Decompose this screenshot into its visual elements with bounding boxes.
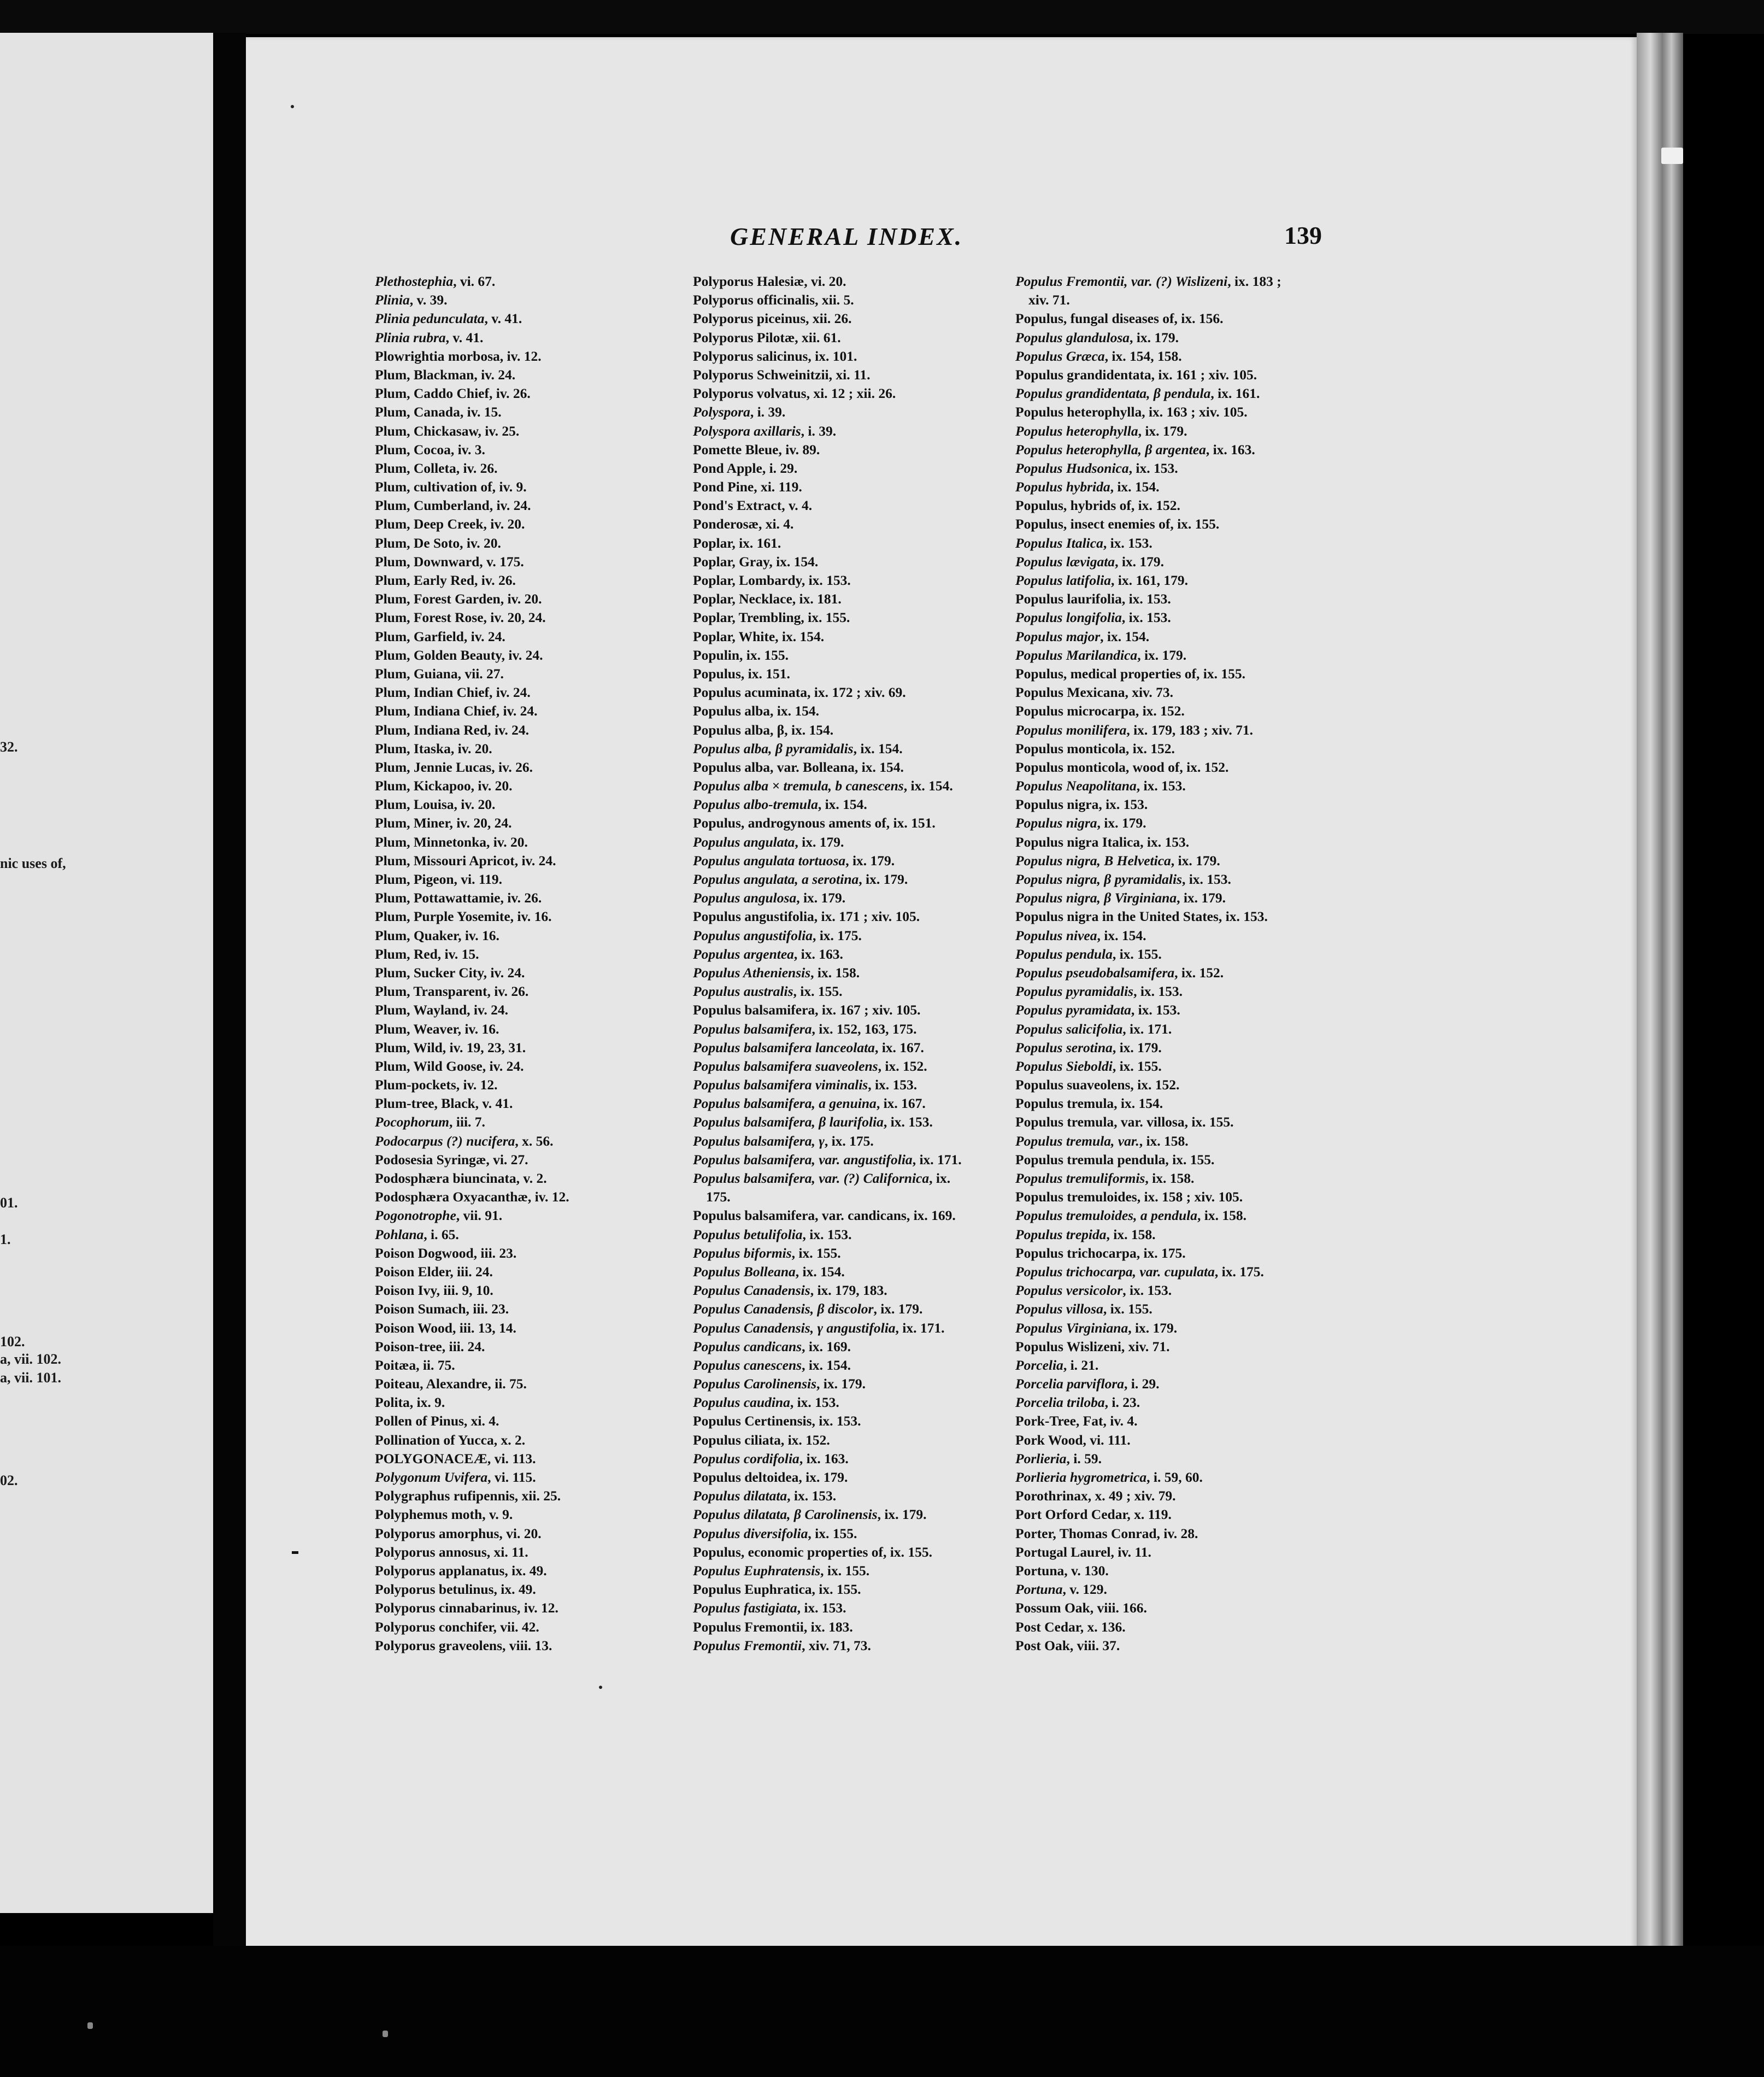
page-number: 139 xyxy=(1284,221,1322,249)
previous-page-text: a, vii. 102. xyxy=(0,1351,61,1367)
index-entry: Populus major, ix. 154. xyxy=(1015,628,1150,644)
scan-speck xyxy=(1661,148,1683,164)
index-entry: Populus alba, β pyramidalis, ix. 154. xyxy=(693,740,903,756)
previous-page-text: a, vii. 101. xyxy=(0,1370,61,1386)
index-entry: Plum, Pigeon, vi. 119. xyxy=(375,871,503,887)
index-entry: Populus balsamifera, γ, ix. 175. xyxy=(693,1133,874,1149)
index-entry: Polygraphus rufipennis, xii. 25. xyxy=(375,1488,561,1504)
index-entry: Plum, Chickasaw, iv. 25. xyxy=(375,423,520,439)
index-entry: Pond Apple, i. 29. xyxy=(693,460,798,476)
index-entry: Populus deltoidea, ix. 179. xyxy=(693,1469,848,1485)
index-entry: Populus heterophylla, ix. 179. xyxy=(1015,423,1187,439)
index-entry: Populus caudina, ix. 153. xyxy=(693,1394,839,1411)
index-entry: Populus hybrida, ix. 154. xyxy=(1015,479,1160,495)
index-entry: Populus candicans, ix. 169. xyxy=(693,1338,851,1354)
index-entry: Polyporus applanatus, ix. 49. xyxy=(375,1562,547,1579)
index-entry: Plum, Cumberland, iv. 24. xyxy=(375,497,531,514)
index-entry: Podosphæra biuncinata, v. 2. xyxy=(375,1170,547,1186)
index-entry: Podocarpus (?) nucifera, x. 56. xyxy=(375,1133,554,1149)
index-entry: Plum, Indiana Red, iv. 24. xyxy=(375,721,529,738)
index-entry: Polyporus Halesiæ, vi. 20. xyxy=(693,273,846,289)
index-entry: Polyporus salicinus, ix. 101. xyxy=(693,348,857,364)
index-entry: Populus grandidentata, β pendula, ix. 161. xyxy=(1015,385,1260,402)
index-entry: Polyporus cinnabarinus, iv. 12. xyxy=(375,1600,558,1616)
index-entry: Poplar, Lombardy, ix. 153. xyxy=(693,572,851,588)
index-entry: Poison Ivy, iii. 9, 10. xyxy=(375,1282,493,1299)
index-entry: Populus Marilandica, ix. 179. xyxy=(1015,647,1187,663)
index-entry: Plum, Deep Creek, iv. 20. xyxy=(375,516,525,532)
index-entry: Post Oak, viii. 37. xyxy=(1015,1637,1120,1653)
index-entry: Plum, De Soto, iv. 20. xyxy=(375,535,501,551)
index-entry: Porlieria hygrometrica, i. 59, 60. xyxy=(1015,1469,1203,1485)
index-entry: Populus alba, β, ix. 154. xyxy=(693,721,834,738)
index-entry: Polyporus Schweinitzii, xi. 11. xyxy=(693,366,871,383)
index-entry: Plum, Kickapoo, iv. 20. xyxy=(375,778,513,794)
index-entry: Populus Italica, ix. 153. xyxy=(1015,535,1153,551)
index-entry: Plum, Weaver, iv. 16. xyxy=(375,1020,499,1037)
index-entry: Populus dilatata, ix. 153. xyxy=(693,1488,837,1504)
scan-top-margin xyxy=(0,0,1764,34)
index-entry: Populus Euphratica, ix. 155. xyxy=(693,1581,861,1598)
index-entry: Populus monticola, wood of, ix. 152. xyxy=(1015,759,1229,775)
index-entry: Plum, Cocoa, iv. 3. xyxy=(375,441,485,457)
index-entry: Populus tremuloides, a pendula, ix. 158. xyxy=(1015,1207,1246,1224)
index-entry: Plum, Minnetonka, iv. 20. xyxy=(375,834,528,850)
index-entry: Populus ciliata, ix. 152. xyxy=(693,1431,830,1448)
index-entry: Populus monilifera, ix. 179, 183 ; xiv. 71. xyxy=(1015,721,1253,738)
index-entry: Port Orford Cedar, x. 119. xyxy=(1015,1506,1172,1523)
index-entry: Populus tremuloides, ix. 158 ; xiv. 105. xyxy=(1015,1189,1243,1205)
scan-speck xyxy=(599,1686,602,1689)
index-entry: Populus Neapolitana, ix. 153. xyxy=(1015,778,1186,794)
index-entry: Plowrightia morbosa, iv. 12. xyxy=(375,348,542,364)
index-entry: Polyporus betulinus, ix. 49. xyxy=(375,1581,536,1598)
index-entry: Plum, Itaska, iv. 20. xyxy=(375,740,492,756)
index-entry: xiv. 71. xyxy=(1028,292,1070,308)
index-entry: Polita, ix. 9. xyxy=(375,1394,445,1411)
index-entry: Populus, medical properties of, ix. 155. xyxy=(1015,665,1245,682)
index-entry: Plum, Louisa, iv. 20. xyxy=(375,796,496,813)
previous-page-text: 01. xyxy=(0,1195,18,1211)
index-entry: Populus Canadensis, β discolor, ix. 179. xyxy=(693,1301,923,1317)
index-entry: Populus pendula, ix. 155. xyxy=(1015,946,1162,962)
index-entry: Plum, Forest Garden, iv. 20. xyxy=(375,591,542,607)
index-entry: Populus laurifolia, ix. 153. xyxy=(1015,591,1171,607)
index-entry: Populus Græca, ix. 154, 158. xyxy=(1015,348,1182,364)
index-entry: Populus alba, var. Bolleana, ix. 154. xyxy=(693,759,904,775)
index-entry: Populus tremula, ix. 154. xyxy=(1015,1095,1163,1112)
previous-page-text: 102. xyxy=(0,1334,25,1350)
index-entry: Populus australis, ix. 155. xyxy=(693,983,843,1000)
index-entry: Plum, Wild, iv. 19, 23, 31. xyxy=(375,1039,526,1055)
index-entry: Populus balsamifera, a genuina, ix. 167. xyxy=(693,1095,926,1112)
index-entry: Plum-pockets, iv. 12. xyxy=(375,1077,498,1093)
index-entry: Populus Bolleana, ix. 154. xyxy=(693,1263,845,1280)
index-entry: Poplar, ix. 161. xyxy=(693,535,781,551)
index-entry: Pomette Bleue, iv. 89. xyxy=(693,441,820,457)
index-entry: Pohlana, i. 65. xyxy=(375,1226,459,1242)
index-entry: Populus monticola, ix. 152. xyxy=(1015,740,1175,756)
index-entry: Populus balsamifera, var. (?) Californica, ix. xyxy=(693,1170,951,1186)
previous-page-text: 32. xyxy=(0,739,18,755)
index-entry: Populus, hybrids of, ix. 152. xyxy=(1015,497,1180,514)
index-entry: Populus latifolia, ix. 161, 179. xyxy=(1015,572,1188,588)
index-entry: Populus tremula pendula, ix. 155. xyxy=(1015,1151,1215,1167)
index-entry: Plum, Caddo Chief, iv. 26. xyxy=(375,385,531,402)
index-entry: Populus trepida, ix. 158. xyxy=(1015,1226,1156,1242)
index-entry: Portugal Laurel, iv. 11. xyxy=(1015,1544,1151,1560)
index-entry: Ponderosæ, xi. 4. xyxy=(693,516,794,532)
index-entry: Plum, Wayland, iv. 24. xyxy=(375,1002,508,1018)
index-entry: Populus Fremontii, ix. 183. xyxy=(693,1618,853,1635)
index-entry: Plum, Indian Chief, iv. 24. xyxy=(375,684,531,701)
index-entry: Plum, Quaker, iv. 16. xyxy=(375,927,499,943)
index-column-1 xyxy=(375,272,692,1655)
index-entry: Populus tremuliformis, ix. 158. xyxy=(1015,1170,1195,1186)
index-entry: Populus Virginiana, ix. 179. xyxy=(1015,1319,1178,1336)
index-entry: Populus cordifolia, ix. 163. xyxy=(693,1450,849,1466)
index-entry: Plum, Indiana Chief, iv. 24. xyxy=(375,703,538,719)
index-entry: Poplar, Gray, ix. 154. xyxy=(693,553,819,570)
index-entry: Plum, Missouri Apricot, iv. 24. xyxy=(375,852,556,869)
index-entry: Populus balsamifera lanceolata, ix. 167. xyxy=(693,1039,924,1055)
index-entry: Plum, Purple Yosemite, iv. 16. xyxy=(375,908,552,925)
index-entry: Populus longifolia, ix. 153. xyxy=(1015,609,1171,626)
index-entry: Plum, Golden Beauty, iv. 24. xyxy=(375,647,543,663)
index-entry: Plum, Pottawattamie, iv. 26. xyxy=(375,890,542,906)
index-entry: Polyporus piceinus, xii. 26. xyxy=(693,310,852,327)
index-entry: Plinia pedunculata, v. 41. xyxy=(375,310,522,327)
index-entry: Populus alba, ix. 154. xyxy=(693,703,819,719)
index-entry: Polyporus officinalis, xii. 5. xyxy=(693,292,854,308)
index-entry: Plethostephia, vi. 67. xyxy=(375,273,496,289)
index-entry: Populus fastigiata, ix. 153. xyxy=(693,1600,846,1616)
index-entry: Plum, Canada, iv. 15. xyxy=(375,404,502,420)
index-entry: Populus angulata tortuosa, ix. 179. xyxy=(693,852,895,869)
index-entry: Plinia, v. 39. xyxy=(375,292,448,308)
index-entry: Populus trichocarpa, var. cupulata, ix. 175. xyxy=(1015,1263,1264,1280)
index-entry: Poison Dogwood, iii. 23. xyxy=(375,1245,517,1261)
previous-page-fragment xyxy=(0,33,213,1913)
index-entry: Porothrinax, x. 49 ; xiv. 79. xyxy=(1015,1488,1176,1504)
index-entry: Poplar, White, ix. 154. xyxy=(693,628,825,644)
index-entry: Populus Certinensis, ix. 153. xyxy=(693,1413,861,1429)
index-entry: Populus balsamifera, ix. 167 ; xiv. 105. xyxy=(693,1002,921,1018)
index-entry: Poiteau, Alexandre, ii. 75. xyxy=(375,1376,527,1392)
index-entry: Populus argentea, ix. 163. xyxy=(693,946,843,962)
index-entry: Poitæa, ii. 75. xyxy=(375,1357,455,1373)
index-entry: Podosesia Syringæ, vi. 27. xyxy=(375,1151,528,1167)
index-entry: Populus diversifolia, ix. 155. xyxy=(693,1525,857,1541)
previous-page-text: nic uses of, xyxy=(0,855,66,871)
index-entry: Populus balsamifera suaveolens, ix. 152. xyxy=(693,1058,927,1074)
scan-bottom-margin xyxy=(0,1946,1764,2077)
index-entry: Populus balsamifera viminalis, ix. 153. xyxy=(693,1077,918,1093)
index-entry: Populus balsamifera, ix. 152, 163, 175. xyxy=(693,1020,917,1037)
index-entry: Polyporus annosus, xi. 11. xyxy=(375,1544,528,1560)
index-entry: Plum, Red, iv. 15. xyxy=(375,946,479,962)
index-entry: Polyporus Pilotæ, xii. 61. xyxy=(693,329,841,345)
index-entry: Populus heterophylla, ix. 163 ; xiv. 105. xyxy=(1015,404,1248,420)
index-entry: Plum, cultivation of, iv. 9. xyxy=(375,479,527,495)
index-entry: Plum, Miner, iv. 20, 24. xyxy=(375,815,512,831)
index-entry: Populus dilatata, β Carolinensis, ix. 179. xyxy=(693,1506,927,1523)
index-column-2 xyxy=(693,272,1010,1655)
page-edge-stack xyxy=(1637,33,1683,1968)
index-entry: Plum, Downward, v. 175. xyxy=(375,553,524,570)
index-entry: Populus tremula, var., ix. 158. xyxy=(1015,1133,1189,1149)
book-gutter xyxy=(213,33,246,1946)
index-entry: Populus Euphratensis, ix. 155. xyxy=(693,1562,870,1579)
index-entry: Populin, ix. 155. xyxy=(693,647,789,663)
index-entry: Poplar, Trembling, ix. 155. xyxy=(693,609,850,626)
scan-speck xyxy=(87,2022,93,2029)
index-entry: Poison-tree, iii. 24. xyxy=(375,1338,485,1354)
index-entry: Populus nigra, ix. 179. xyxy=(1015,815,1146,831)
index-entry: Porcelia, i. 21. xyxy=(1015,1357,1099,1373)
index-entry: Porcelia parviflora, i. 29. xyxy=(1015,1376,1160,1392)
index-entry: Populus tremula, var. villosa, ix. 155. xyxy=(1015,1114,1234,1130)
scan-speck xyxy=(292,1551,298,1554)
index-entry: Populus nigra, β Virginiana, ix. 179. xyxy=(1015,890,1226,906)
index-entry: Polyspora axillaris, i. 39. xyxy=(693,423,837,439)
index-entry: Populus Carolinensis, ix. 179. xyxy=(693,1376,866,1392)
index-entry: Plum, Sucker City, iv. 24. xyxy=(375,964,525,981)
index-entry: Polyporus volvatus, xi. 12 ; xii. 26. xyxy=(693,385,896,402)
index-entry: Pork-Tree, Fat, iv. 4. xyxy=(1015,1413,1138,1429)
index-entry: Poplar, Necklace, ix. 181. xyxy=(693,591,842,607)
index-entry: Pond Pine, xi. 119. xyxy=(693,479,802,495)
index-entry: Populus pseudobalsamifera, ix. 152. xyxy=(1015,964,1224,981)
index-entry: Poison Sumach, iii. 23. xyxy=(375,1301,509,1317)
index-entry: Populus Hudsonica, ix. 153. xyxy=(1015,460,1178,476)
index-entry: Possum Oak, viii. 166. xyxy=(1015,1600,1147,1616)
index-entry: Porter, Thomas Conrad, iv. 28. xyxy=(1015,1525,1198,1541)
index-entry: Pocophorum, iii. 7. xyxy=(375,1114,485,1130)
scan-speck xyxy=(291,105,294,108)
index-entry: Porlieria, i. 59. xyxy=(1015,1450,1102,1466)
index-entry: Polyporus conchifer, vii. 42. xyxy=(375,1618,539,1635)
index-entry: Populus salicifolia, ix. 171. xyxy=(1015,1020,1172,1037)
index-entry: Populus Sieboldi, ix. 155. xyxy=(1015,1058,1162,1074)
index-entry: Pork Wood, vi. 111. xyxy=(1015,1431,1131,1448)
index-entry: Populus Wislizeni, xiv. 71. xyxy=(1015,1338,1170,1354)
index-entry: Populus nigra in the United States, ix. 153. xyxy=(1015,908,1268,925)
index-entry: Populus angulata, ix. 179. xyxy=(693,834,844,850)
index-entry: Populus grandidentata, ix. 161 ; xiv. 105. xyxy=(1015,366,1257,383)
index-entry: Populus nivea, ix. 154. xyxy=(1015,927,1146,943)
index-entry: Plum, Colleta, iv. 26. xyxy=(375,460,498,476)
index-entry: Populus balsamifera, var. candicans, ix. 169. xyxy=(693,1207,956,1224)
index-entry: Populus lævigata, ix. 179. xyxy=(1015,553,1165,570)
index-entry: Poison Wood, iii. 13, 14. xyxy=(375,1319,516,1336)
index-entry: Porcelia triloba, i. 23. xyxy=(1015,1394,1140,1411)
index-entry: Populus Fremontii, xiv. 71, 73. xyxy=(693,1637,871,1653)
index-entry: Populus suaveolens, ix. 152. xyxy=(1015,1077,1180,1093)
index-entry: Populus angulosa, ix. 179. xyxy=(693,890,846,906)
index-entry: Plum, Jennie Lucas, iv. 26. xyxy=(375,759,533,775)
index-entry: Polygonum Uvifera, vi. 115. xyxy=(375,1469,536,1485)
index-entry: Populus Canadensis, γ angustifolia, ix. 171. xyxy=(693,1319,945,1336)
index-entry: Podosphæra Oxyacanthæ, iv. 12. xyxy=(375,1189,569,1205)
index-entry: Post Cedar, x. 136. xyxy=(1015,1618,1126,1635)
index-entry: Populus, ix. 151. xyxy=(693,665,790,682)
index-entry: Populus Fremontii, var. (?) Wislizeni, ix. 183 ; xyxy=(1015,273,1281,289)
index-entry: Populus acuminata, ix. 172 ; xiv. 69. xyxy=(693,684,906,701)
index-entry: Populus betulifolia, ix. 153. xyxy=(693,1226,852,1242)
previous-page-text: 1. xyxy=(0,1231,11,1247)
index-entry: Plum, Guiana, vii. 27. xyxy=(375,665,504,682)
index-entry: Polyporus graveolens, viii. 13. xyxy=(375,1637,552,1653)
index-entry: Populus pyramidata, ix. 153. xyxy=(1015,1002,1180,1018)
index-entry: Portuna, v. 129. xyxy=(1015,1581,1107,1598)
index-entry: Populus heterophylla, β argentea, ix. 163. xyxy=(1015,441,1255,457)
previous-page-text: 02. xyxy=(0,1472,18,1488)
index-entry: Populus angulata, a serotina, ix. 179. xyxy=(693,871,908,887)
index-entry: Plum, Early Red, iv. 26. xyxy=(375,572,516,588)
index-entry: Populus nigra Italica, ix. 153. xyxy=(1015,834,1190,850)
index-entry: Populus canescens, ix. 154. xyxy=(693,1357,851,1373)
index-entry: Pollen of Pinus, xi. 4. xyxy=(375,1413,499,1429)
index-entry: POLYGONACEÆ, vi. 113. xyxy=(375,1450,536,1466)
index-entry: Plum, Garfield, iv. 24. xyxy=(375,628,505,644)
index-entry: Populus glandulosa, ix. 179. xyxy=(1015,329,1179,345)
index-entry: Populus albo-tremula, ix. 154. xyxy=(693,796,867,813)
index-entry: Populus villosa, ix. 155. xyxy=(1015,1301,1153,1317)
index-entry: Polyspora, i. 39. xyxy=(693,404,786,420)
index-entry: Pollination of Yucca, x. 2. xyxy=(375,1431,526,1448)
index-entry: Populus Canadensis, ix. 179, 183. xyxy=(693,1282,887,1299)
index-entry: Populus, androgynous aments of, ix. 151. xyxy=(693,815,936,831)
index-entry: Plum-tree, Black, v. 41. xyxy=(375,1095,513,1112)
index-entry: Populus angustifolia, ix. 171 ; xiv. 105. xyxy=(693,908,920,925)
index-column-3 xyxy=(1015,272,1332,1655)
index-entry: Pogonotrophe, vii. 91. xyxy=(375,1207,503,1224)
index-entry: Populus serotina, ix. 179. xyxy=(1015,1039,1162,1055)
scan-speck xyxy=(383,2031,388,2037)
index-entry: Plum, Forest Rose, iv. 20, 24. xyxy=(375,609,546,626)
index-entry: Populus alba × tremula, b canescens, ix. 154. xyxy=(693,778,953,794)
index-entry: Plum, Wild Goose, iv. 24. xyxy=(375,1058,524,1074)
index-entry: Populus, fungal diseases of, ix. 156. xyxy=(1015,310,1224,327)
index-entry: Polyphemus moth, v. 9. xyxy=(375,1506,513,1523)
index-entry: Populus Atheniensis, ix. 158. xyxy=(693,964,860,981)
index-entry: Populus microcarpa, ix. 152. xyxy=(1015,703,1185,719)
index-entry: Populus versicolor, ix. 153. xyxy=(1015,1282,1172,1299)
index-entry: Populus Mexicana, xiv. 73. xyxy=(1015,684,1174,701)
index-entry: Populus nigra, ix. 153. xyxy=(1015,796,1148,813)
index-entry: Populus biformis, ix. 155. xyxy=(693,1245,841,1261)
index-entry: Plum, Transparent, iv. 26. xyxy=(375,983,529,1000)
index-entry: Plum, Blackman, iv. 24. xyxy=(375,366,516,383)
index-entry: Populus nigra, β pyramidalis, ix. 153. xyxy=(1015,871,1231,887)
index-entry: Populus balsamifera, β laurifolia, ix. 153. xyxy=(693,1114,933,1130)
index-entry: Populus balsamifera, var. angustifolia, ix. 171. xyxy=(693,1151,962,1167)
index-entry: Populus angustifolia, ix. 175. xyxy=(693,927,862,943)
index-entry: Populus, insect enemies of, ix. 155. xyxy=(1015,516,1220,532)
running-head: GENERAL INDEX. xyxy=(730,222,963,250)
index-entry: 175. xyxy=(706,1189,731,1205)
index-entry: Populus nigra, B Helvetica, ix. 179. xyxy=(1015,852,1220,869)
index-entry: Poison Elder, iii. 24. xyxy=(375,1263,493,1280)
index-entry: Populus trichocarpa, ix. 175. xyxy=(1015,1245,1186,1261)
index-entry: Populus, economic properties of, ix. 155. xyxy=(693,1544,932,1560)
index-entry: Portuna, v. 130. xyxy=(1015,1562,1109,1579)
index-entry: Plinia rubra, v. 41. xyxy=(375,329,484,345)
index-entry: Pond's Extract, v. 4. xyxy=(693,497,813,514)
index-entry: Polyporus amorphus, vi. 20. xyxy=(375,1525,542,1541)
index-entry: Populus pyramidalis, ix. 153. xyxy=(1015,983,1183,1000)
